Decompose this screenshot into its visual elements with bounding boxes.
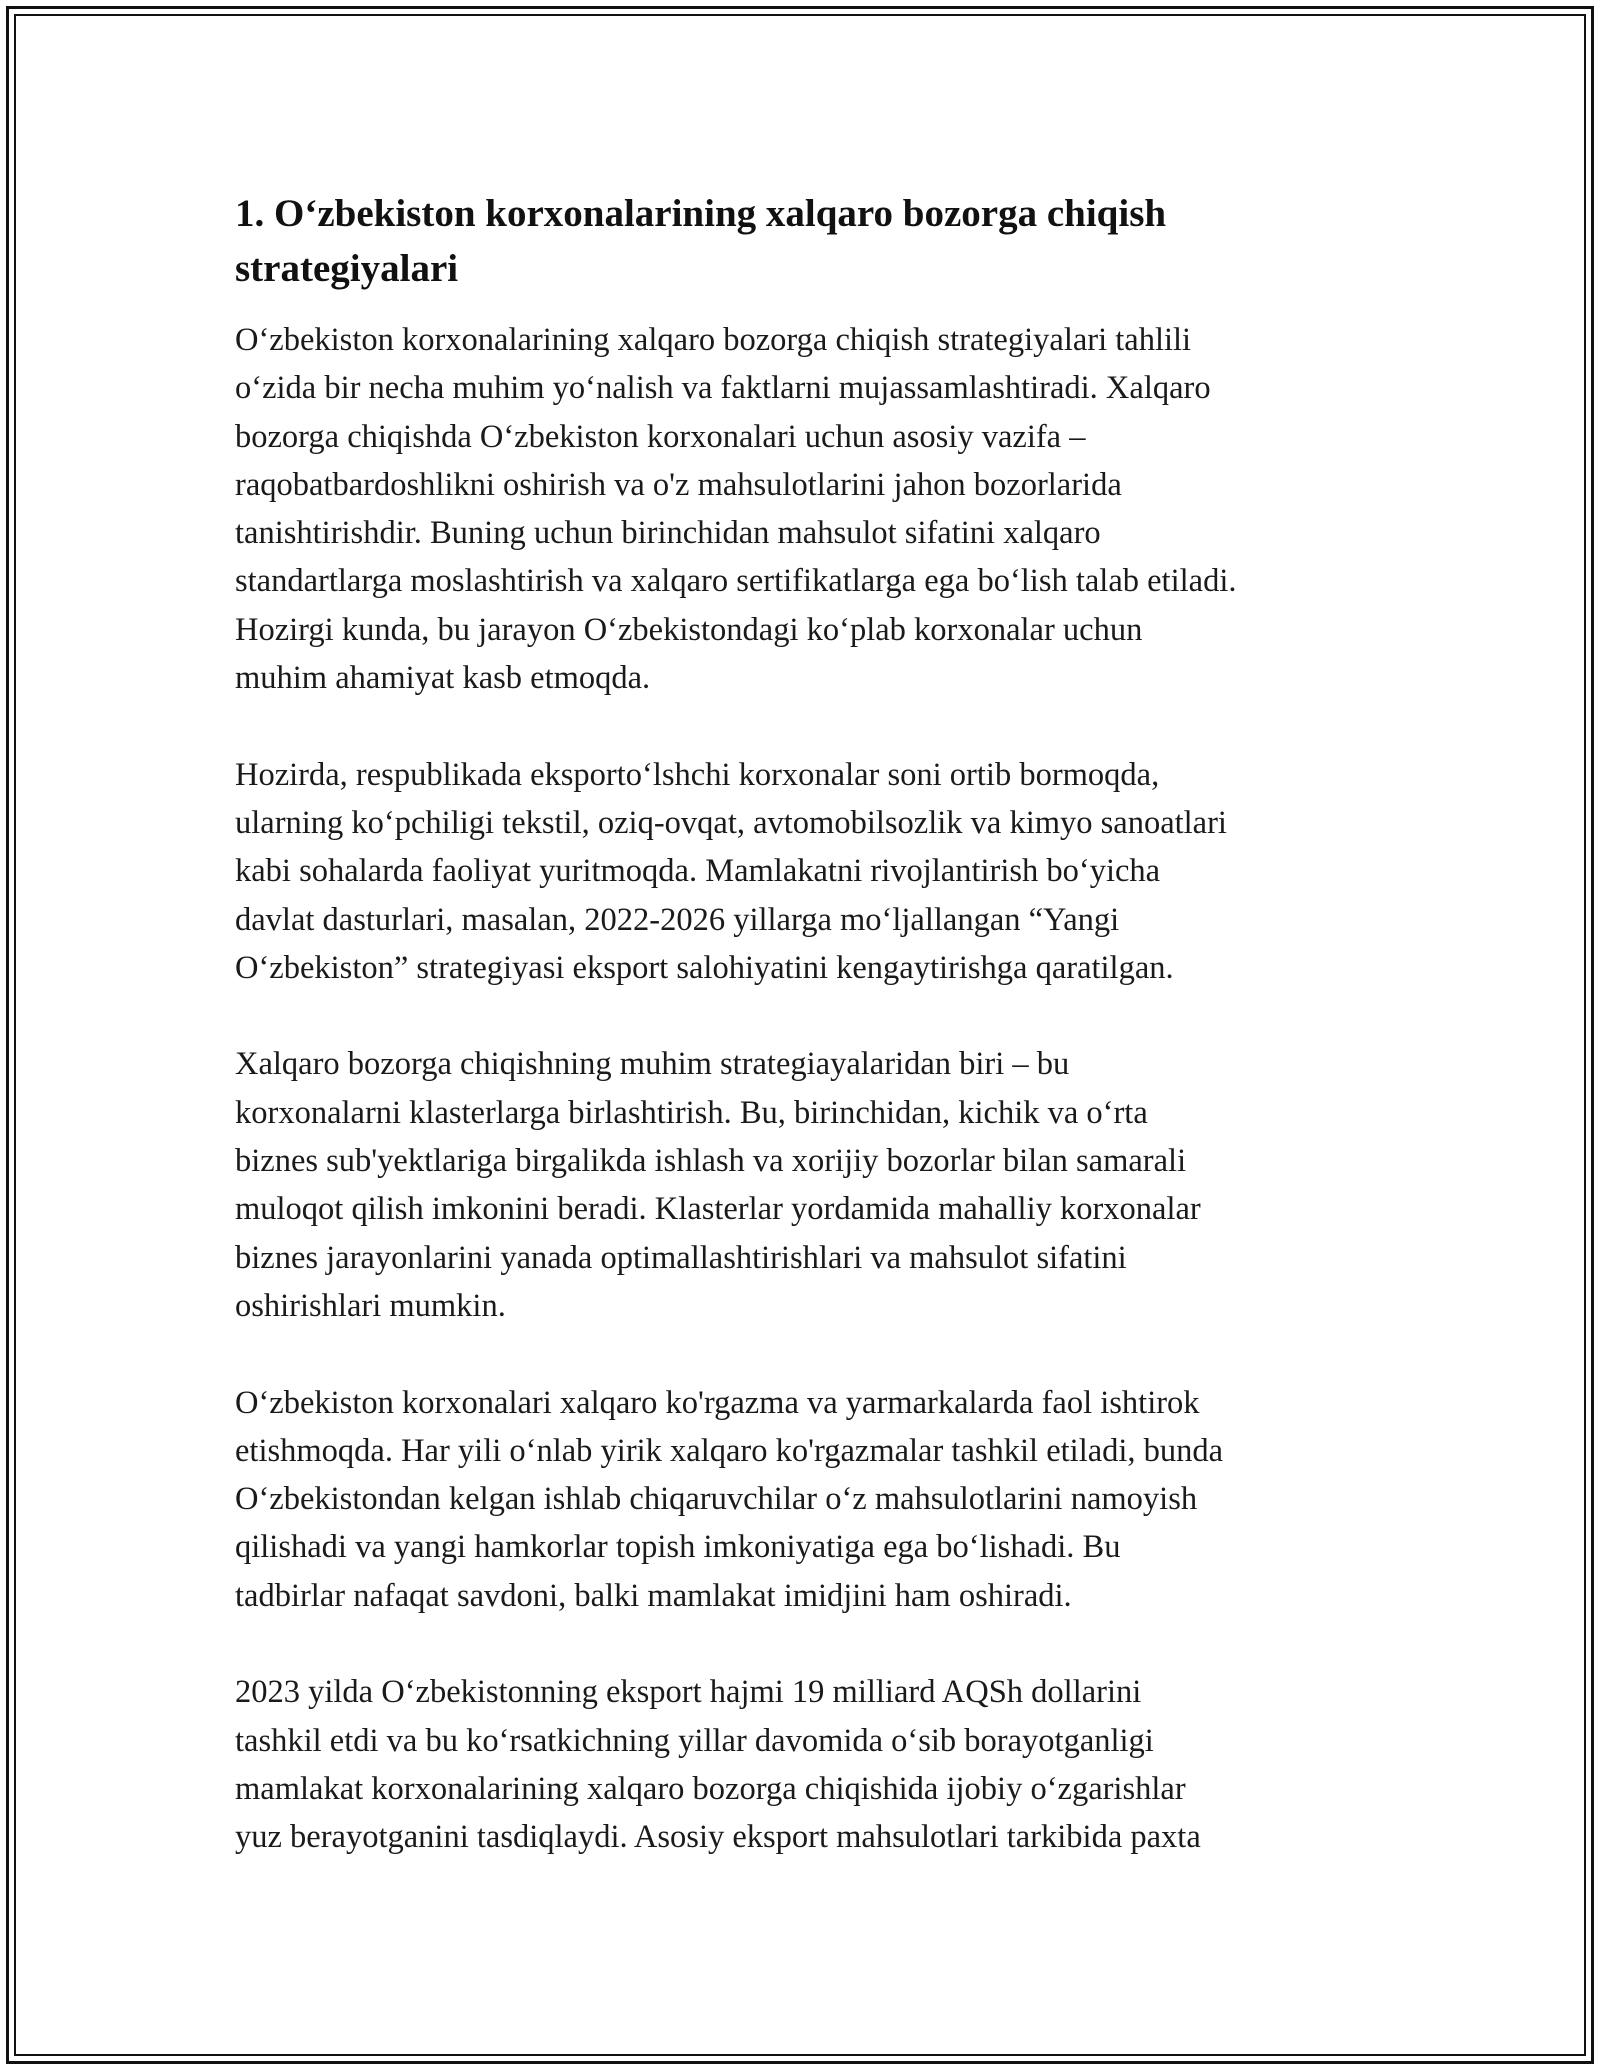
paragraph-1 xyxy=(235,316,1385,702)
text-line: Hozirda, respublikada eksporto‘lshchi korxonalar soni ortib bormoqda, xyxy=(235,756,1160,793)
paragraph-5 xyxy=(235,1668,1385,1861)
text-line: yuz berayotganini tasdiqlaydi. Asosiy eksport mahsulotlari tarkibida paxta xyxy=(235,1819,1201,1856)
text-line: Xalqaro bozorga chiqishning muhim strategiayalaridan biri – bu xyxy=(235,1046,1070,1083)
text-line: raqobatbardoshlikni oshirish va o'z mahsulotlarini jahon bozorlarida xyxy=(235,466,1122,503)
text-line: biznes sub'yektlariga birgalikda ishlash va xorijiy bozorlar bilan samarali xyxy=(235,1143,1187,1180)
text-line: biznes jarayonlarini yanada optimallashtirishlari va mahsulot sifatini xyxy=(235,1239,1127,1276)
heading-line: 1. O‘zbekiston korxonalarining xalqaro bozorga chiqish xyxy=(235,192,1167,235)
paragraph-2 xyxy=(235,751,1385,992)
text-line: etishmoqda. Har yili o‘nlab yirik xalqaro ko'rgazmalar tashkil etiladi, bunda xyxy=(235,1432,1224,1469)
text-line: tashkil etdi va bu ko‘rsatkichning yillar davomida o‘sib borayotganligi xyxy=(235,1722,1154,1759)
text-line: kabi sohalarda faoliyat yuritmoqda. Mamlakatni rivojlantirish bo‘yicha xyxy=(235,853,1161,890)
text-line: korxonalarni klasterlarga birlashtirish. Bu, birinchidan, kichik va o‘rta xyxy=(235,1094,1148,1131)
paragraph-3 xyxy=(235,1040,1385,1330)
text-line: ularning ko‘pchiligi tekstil, oziq-ovqat, avtomobilsozlik va kimyo sanoatlari xyxy=(235,804,1227,841)
text-line: qilishadi va yangi hamkorlar topish imkoniyatiga ega bo‘lishadi. Bu xyxy=(235,1529,1121,1566)
text-line: oshirishlari mumkin. xyxy=(235,1287,506,1324)
text-line: muloqot qilish imkonini beradi. Klasterlar yordamida mahalliy korxonalar xyxy=(235,1191,1201,1228)
section-heading xyxy=(235,186,1385,296)
text-line: O‘zbekiston korxonalari xalqaro ko'rgazma va yarmarkalarda faol ishtirok xyxy=(235,1384,1200,1421)
text-line: bozorga chiqishda O‘zbekiston korxonalari uchun asosiy vazifa – xyxy=(235,418,1086,455)
text-line: mamlakat korxonalarining xalqaro bozorga chiqishida ijobiy o‘zgarishlar xyxy=(235,1770,1186,1807)
document-body xyxy=(235,186,1385,1910)
text-line: tanishtirishdir. Buning uchun birinchidan mahsulot sifatini xalqaro xyxy=(235,515,1101,552)
text-line: o‘zida bir necha muhim yo‘nalish va faktlarni mujassamlashtiradi. Xalqaro xyxy=(235,370,1211,407)
text-line: muhim ahamiyat kasb etmoqda. xyxy=(235,660,651,697)
text-line: davlat dasturlari, masalan, 2022-2026 yillarga mo‘ljallangan “Yangi xyxy=(235,901,1120,938)
text-line: standartlarga moslashtirish va xalqaro sertifikatlarga ega bo‘lish talab etiladi. xyxy=(235,563,1237,600)
heading-line: strategiyalari xyxy=(235,247,459,290)
text-line: tadbirlar nafaqat savdoni, balki mamlakat imidjini ham oshiradi. xyxy=(235,1577,1072,1614)
paragraph-4 xyxy=(235,1379,1385,1620)
text-line: 2023 yilda O‘zbekistonning eksport hajmi 19 milliard AQSh dollarini xyxy=(235,1674,1142,1711)
text-line: Hozirgi kunda, bu jarayon O‘zbekistondagi ko‘plab korxonalar uchun xyxy=(235,611,1143,648)
text-line: O‘zbekistondan kelgan ishlab chiqaruvchilar o‘z mahsulotlarini namoyish xyxy=(235,1481,1198,1518)
text-line: O‘zbekiston” strategiyasi eksport salohiyatini kengaytirishga qaratilgan. xyxy=(235,949,1174,986)
text-line: O‘zbekiston korxonalarining xalqaro bozorga chiqish strategiyalari tahlili xyxy=(235,322,1192,358)
